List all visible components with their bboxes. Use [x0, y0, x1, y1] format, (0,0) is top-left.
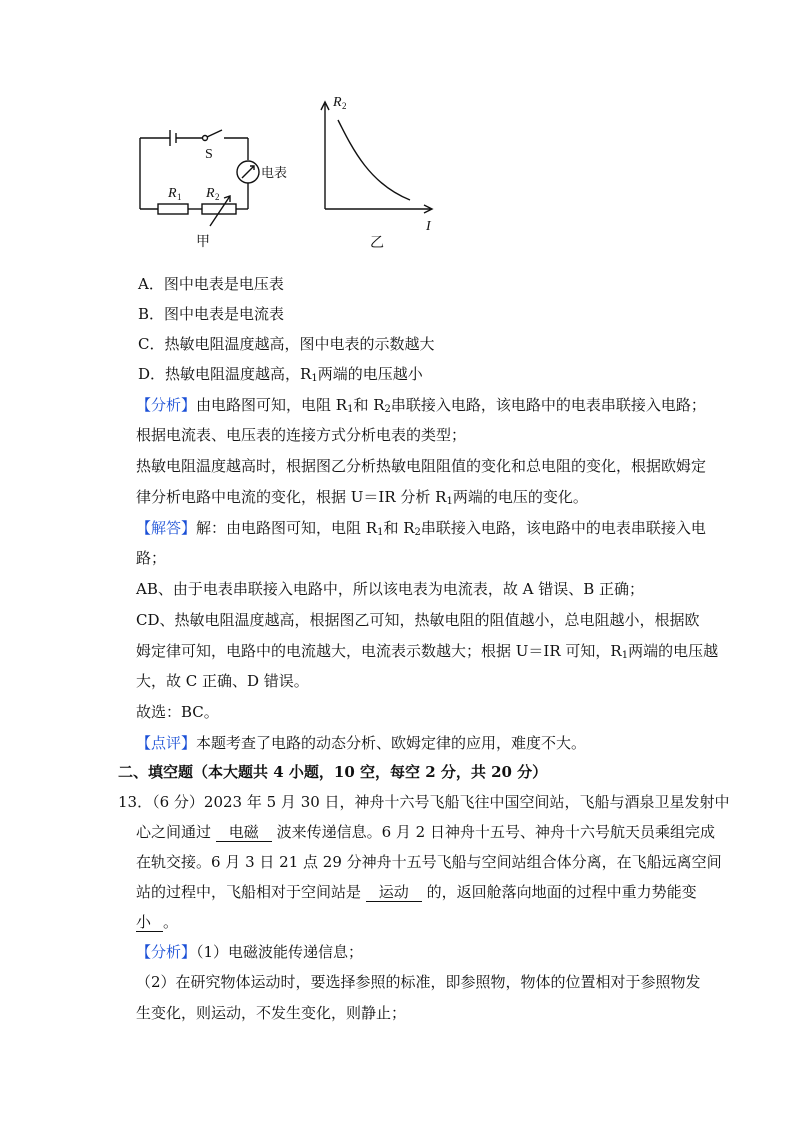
r2-curve: [338, 120, 410, 200]
answer-tag: 【解答】: [136, 519, 197, 537]
answer-line-7: 故选：BC。: [136, 703, 219, 721]
answer-line-5: 姆定律可知，电路中的电流越大，电流表示数越大；根据 U＝IR 可知，$R_1$两端的电压越: [136, 642, 719, 661]
q13-analysis-line-2: （2）在研究物体运动时，要选择参照的标准，即参照物，物体的位置相对于参照物发: [136, 973, 701, 991]
q13-blank-2: 运动: [366, 883, 422, 902]
circuit-diagram-jia: [130, 120, 300, 255]
q13-line-3: 在轨交接。6 月 3 日 21 点 29 分神舟十五号飞船与空间站组合体分离，在飞船远离空间: [136, 853, 722, 871]
switch-contact-icon: [203, 136, 208, 141]
figure-caption-jia: 甲: [196, 235, 210, 250]
analysis-line-1: 【分析】由电路图可知，电阻 $R_1$和 $R_2$串联接入电路，该电路中的电表串联接入电路；: [136, 396, 706, 415]
analysis-tag: 【分析】: [136, 396, 197, 414]
option-d: D．热敏电阻温度越高，$R_1$两端的电压越小: [138, 365, 423, 384]
y-axis-sub: 2: [342, 101, 347, 111]
q13-line-5: 小 。: [136, 913, 179, 931]
figure-caption-yi: 乙: [370, 236, 384, 251]
section-2-title: 二、填空题（本大题共 4 小题，10 空，每空 2 分，共 20 分）: [118, 763, 548, 781]
option-a: A．图中电表是电压表: [138, 275, 284, 293]
answer-line-1: 【解答】解：由电路图可知，电阻 $R_1$和 $R_2$串联接入电路，该电路中的电表串联接入电: [136, 519, 706, 538]
answer-line-3: AB、由于电表串联接入电路中，所以该电表为电流表，故 A 错误、B 正确；: [136, 580, 645, 598]
q13-analysis-line-1: 【分析】（1）电磁波能传递信息；: [136, 943, 364, 961]
q13-blank-3: 小: [136, 913, 163, 932]
comment-tag: 【点评】: [136, 734, 197, 752]
r2-sub: 2: [215, 192, 220, 202]
r1-sub: 1: [177, 192, 182, 202]
q13-analysis-tag: 【分析】: [136, 943, 197, 961]
analysis-line-3: 热敏电阻温度越高时，根据图乙分析热敏电阻阻值的变化和总电阻的变化，根据欧姆定: [136, 457, 707, 475]
r2-label: R: [206, 186, 215, 201]
r1-label: R: [168, 186, 177, 201]
y-axis-label: R: [333, 95, 342, 110]
answer-line-2: 路；: [136, 549, 167, 567]
comment-line: 【点评】本题考查了电路的动态分析、欧姆定律的应用，难度不大。: [136, 734, 587, 752]
switch-label: S: [205, 147, 213, 162]
resistor-r1-icon: [158, 204, 188, 214]
q13-line-1: 13．（6 分）2023 年 5 月 30 日，神舟十六号飞船飞往中国空间站，飞船与酒泉卫星发射中: [118, 793, 730, 811]
q13-line-4: 站的过程中，飞船相对于空间站是 运动 的，返回舱落向地面的过程中重力势能变: [136, 883, 697, 901]
analysis-line-4: 律分析电路中电流的变化，根据 U＝IR 分析 $R_1$两端的电压的变化。: [136, 488, 588, 507]
answer-line-6: 大，故 C 正确、D 错误。: [136, 672, 309, 690]
option-b: B．图中电表是电流表: [138, 305, 285, 323]
switch-lever-icon: [207, 130, 222, 137]
answer-line-4: CD、热敏电阻温度越高，根据图乙可知，热敏电阻的阻值越小，总电阻越小，根据欧: [136, 611, 700, 629]
q13-analysis-line-3: 生变化，则运动，不发生变化，则静止；: [136, 1004, 407, 1022]
graph-yi: [318, 92, 443, 257]
meter-label: 电表: [261, 165, 288, 180]
q13-blank-1: 电磁: [216, 823, 272, 842]
analysis-line-2: 根据电流表、电压表的连接方式分析电表的类型；: [136, 426, 467, 444]
option-c: C．热敏电阻温度越高，图中电表的示数越大: [138, 335, 435, 353]
q13-line-2: 心之间通过 电磁 波来传递信息。6 月 2 日神舟十五号、神舟十六号航天员乘组完成: [136, 823, 715, 841]
x-axis-label: I: [426, 219, 431, 234]
